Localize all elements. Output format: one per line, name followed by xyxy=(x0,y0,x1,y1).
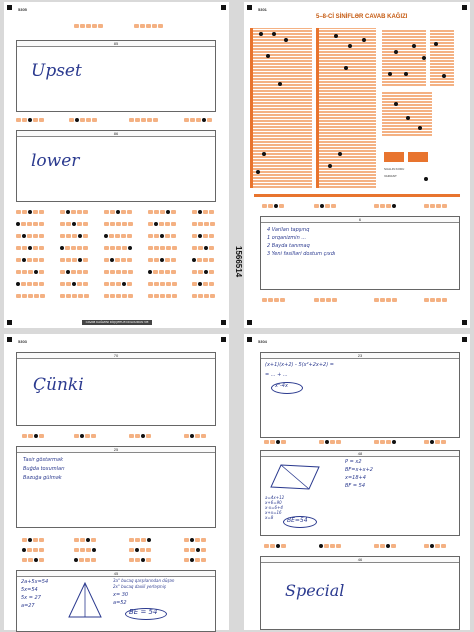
bubble-row xyxy=(134,24,163,28)
answer-line: x=8 xyxy=(265,515,274,520)
question-number: 25 xyxy=(17,447,215,453)
bubble-row xyxy=(262,298,285,302)
handwritten-answer: Upset xyxy=(31,61,82,81)
answer-sheet-page-4 xyxy=(244,334,470,630)
filled-bubble xyxy=(442,74,446,78)
answer-line: Bəzuğa gülmək xyxy=(23,475,62,481)
barcode-number: 1566514 xyxy=(234,246,243,278)
bubble-grid-left xyxy=(250,28,312,188)
circled-answer xyxy=(283,516,317,528)
bubble-row xyxy=(74,434,96,438)
filled-bubble xyxy=(344,66,348,70)
corner-mark xyxy=(247,5,252,10)
label-sual-kodu: SUALIN KODU xyxy=(384,167,405,171)
filled-bubble xyxy=(394,50,398,54)
filled-bubble xyxy=(284,38,288,42)
page-code: 5301 xyxy=(258,7,267,12)
answer-line: x+6=90 xyxy=(265,500,282,505)
corner-mark xyxy=(462,337,467,342)
answer-line: x= 30 xyxy=(113,592,129,598)
answer-line: Buğda toxumları xyxy=(23,466,65,472)
handwritten-answer: Special xyxy=(285,581,345,600)
bubble-row xyxy=(129,548,151,552)
bubble-row xyxy=(424,204,447,208)
answer-line: Tasir göstərmək xyxy=(23,457,64,463)
filled-bubble xyxy=(362,38,366,42)
filled-bubble xyxy=(418,126,422,130)
question-number: 46 xyxy=(261,557,459,563)
answer-box-86[interactable] xyxy=(16,130,216,202)
answer-line: (x+1)(x+2) - 5(x²+2x+2) = xyxy=(265,362,334,368)
answer-line: BE = 54 xyxy=(129,608,158,616)
corner-mark xyxy=(221,5,226,10)
filled-bubble xyxy=(348,44,352,48)
bubble-row xyxy=(184,548,206,552)
answer-box-25[interactable] xyxy=(16,446,216,528)
bubble-row xyxy=(129,118,158,122)
bubble-row xyxy=(74,538,96,542)
handwritten-answer: Çünki xyxy=(33,375,84,395)
answer-line: a=4x+12 xyxy=(265,495,285,500)
answer-line: = ... + ... xyxy=(265,372,288,378)
answer-line: a=52 xyxy=(113,600,127,606)
bubble-row xyxy=(374,204,396,208)
answer-box-45[interactable] xyxy=(16,570,216,632)
corner-mark xyxy=(221,337,226,342)
bubble-row xyxy=(22,538,44,542)
answer-line: BF = 54 xyxy=(345,483,366,489)
answer-line: 5x=54 xyxy=(21,587,38,593)
page-code: 5305 xyxy=(18,7,27,12)
question-number: 86 xyxy=(17,131,215,137)
filled-bubble xyxy=(256,170,260,174)
answer-box-6[interactable] xyxy=(260,216,460,290)
corner-mark xyxy=(7,5,12,10)
bubble-row xyxy=(319,544,341,548)
corner-mark xyxy=(7,320,12,325)
filled-bubble xyxy=(334,34,338,38)
filled-bubble xyxy=(259,32,263,36)
filled-bubble xyxy=(434,42,438,46)
bubble-row xyxy=(424,440,446,444)
bubble-grid-middle xyxy=(316,28,376,188)
answer-line: 5x = 27 xyxy=(21,595,41,601)
corner-mark xyxy=(7,337,12,342)
bubble-grid-right xyxy=(382,30,426,86)
divider xyxy=(254,194,460,197)
filled-bubble xyxy=(424,177,428,181)
bubble-row xyxy=(424,298,447,302)
bubble-row xyxy=(264,440,286,444)
filled-bubble xyxy=(422,56,426,60)
bubble-row xyxy=(74,24,103,28)
bubble-row xyxy=(129,558,151,562)
bubble-row xyxy=(314,204,336,208)
bubble-row xyxy=(314,298,337,302)
filled-bubble xyxy=(394,102,398,106)
bubble-row xyxy=(129,434,151,438)
answer-line: x+x=16 xyxy=(265,510,282,515)
answer-line: 2a+5x=54 xyxy=(21,579,49,585)
bubble-row xyxy=(69,118,97,122)
answer-line: BE=54 xyxy=(287,517,308,524)
answer-sheet-page-1 xyxy=(4,2,229,328)
bubble-row xyxy=(184,434,206,438)
question-number: 23 xyxy=(261,353,459,359)
grid-border xyxy=(250,28,253,188)
handwritten-answer: lower xyxy=(31,151,80,171)
bubble-row xyxy=(262,204,284,208)
answer-box-85[interactable] xyxy=(16,40,216,112)
filled-bubble xyxy=(406,116,410,120)
answer-sheet-page-2 xyxy=(234,2,470,328)
question-number: 45 xyxy=(17,571,215,577)
page-code: 5303 xyxy=(18,339,27,344)
answer-line: 2x° bucaq daxili yerləşmiş xyxy=(113,584,166,589)
answer-box-23[interactable] xyxy=(260,352,460,438)
answer-line: 3 Yeni fəsilləri dostum çıxdı xyxy=(267,251,336,257)
bubble-grid-right xyxy=(382,92,432,136)
answer-box-48[interactable] xyxy=(260,450,460,536)
filled-bubble xyxy=(266,54,270,58)
answer-line: x-x=6+4 xyxy=(265,505,283,510)
answer-box-70[interactable] xyxy=(16,352,216,426)
bubble-row xyxy=(424,544,446,548)
question-number: 70 xyxy=(17,353,215,359)
code-box xyxy=(408,152,428,162)
answer-line: 3a° bucaq qarşılarından düşən xyxy=(113,578,175,583)
filled-bubble xyxy=(412,44,416,48)
grid-border xyxy=(316,28,319,188)
filled-bubble xyxy=(328,164,332,168)
geometry-drawing xyxy=(269,461,321,493)
triangle-drawing xyxy=(65,581,105,621)
answer-box-46[interactable] xyxy=(260,556,460,630)
footer-strip: CAVAB KAĞIZINI DİQQƏTLƏ DOLDURUN VƏ QORUYUN xyxy=(82,320,152,325)
corner-mark xyxy=(462,5,467,10)
circled-answer xyxy=(125,608,167,620)
bubble-row xyxy=(22,548,44,552)
question-number: 6 xyxy=(261,217,459,223)
bubble-row xyxy=(74,558,96,562)
answer-line: 2 Bayda tanımaq xyxy=(267,243,310,249)
bubble-row xyxy=(129,538,151,542)
corner-mark xyxy=(247,337,252,342)
bubble-row xyxy=(184,118,212,122)
filled-bubble xyxy=(272,32,276,36)
bubble-row xyxy=(74,548,96,552)
answer-sheet-page-3 xyxy=(4,334,229,630)
bubble-row xyxy=(374,440,396,444)
answer-line: P = x2 xyxy=(345,459,362,465)
code-box xyxy=(384,152,404,162)
bubble-row xyxy=(184,558,206,562)
bubble-row xyxy=(22,558,44,562)
label-variant: VARIANT xyxy=(384,174,397,178)
multiple-choice-grid xyxy=(16,210,216,310)
bubble-row xyxy=(319,440,341,444)
sheet-title: 5–8-Cİ SİNİFLƏR CAVAB KAĞIZI xyxy=(316,14,408,20)
corner-mark xyxy=(462,320,467,325)
answer-line: a=27 xyxy=(21,603,35,609)
filled-bubble xyxy=(262,152,266,156)
corner-mark xyxy=(221,320,226,325)
page-code: 5304 xyxy=(258,339,267,344)
corner-mark xyxy=(247,320,252,325)
answer-line: x=18+4 xyxy=(345,475,366,481)
answer-line: x²-4x xyxy=(275,383,288,389)
bubble-row xyxy=(16,118,44,122)
question-number: 85 xyxy=(17,41,215,47)
answer-line: BF=x+x+2 xyxy=(345,467,373,473)
answer-line: 4 Varilan tapşırıq xyxy=(267,227,310,233)
filled-bubble xyxy=(278,82,282,86)
question-number: 48 xyxy=(261,451,459,457)
answer-line: 1 orqanizmin ... xyxy=(267,235,307,241)
bubble-row xyxy=(264,544,286,548)
filled-bubble xyxy=(338,152,342,156)
filled-bubble xyxy=(388,72,392,76)
circled-answer xyxy=(271,382,303,394)
bubble-row xyxy=(22,434,44,438)
bubble-row xyxy=(374,544,396,548)
filled-bubble xyxy=(404,72,408,76)
bubble-row xyxy=(374,298,397,302)
bubble-row xyxy=(184,538,206,542)
